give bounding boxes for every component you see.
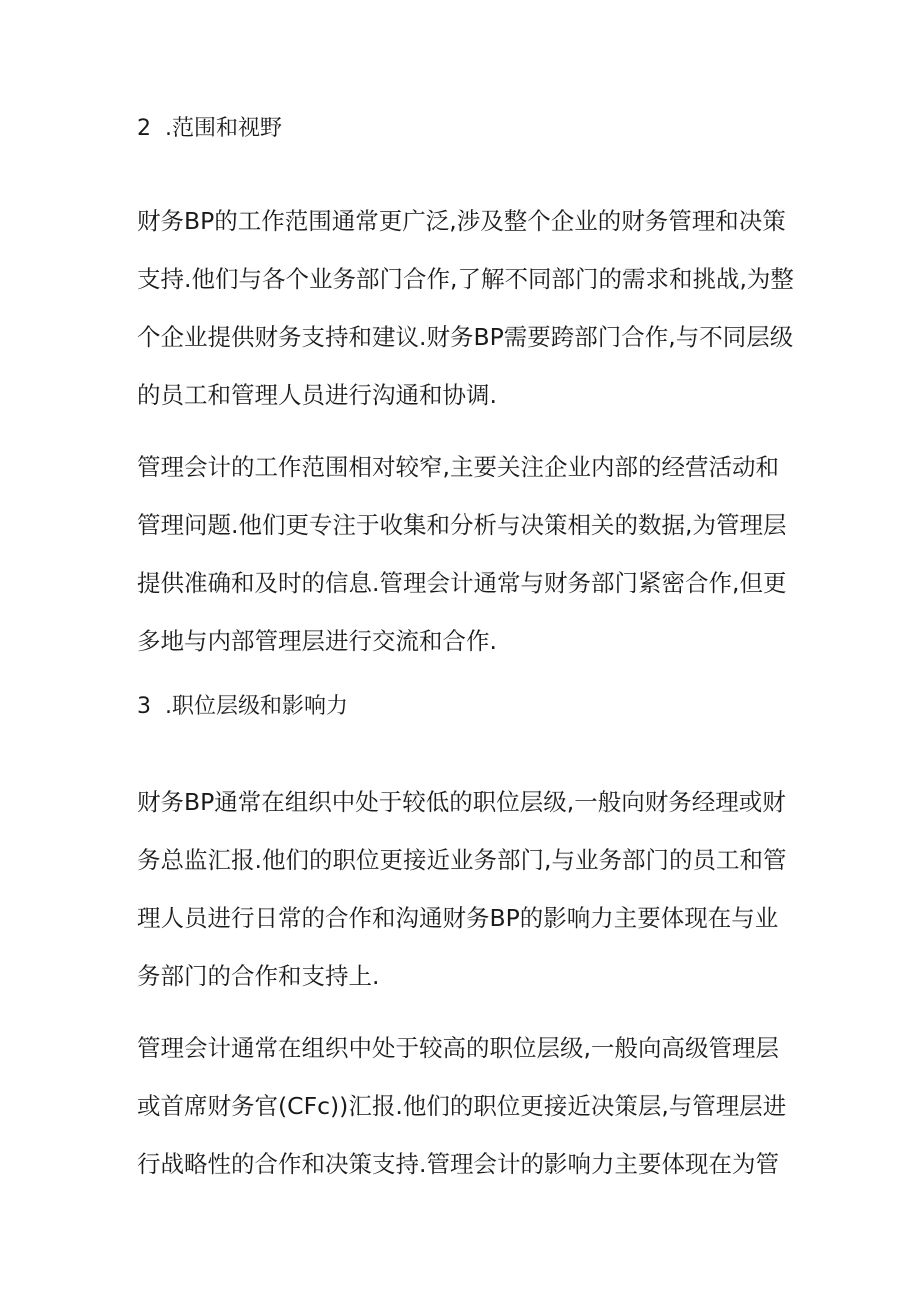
text-line: 支持.他们与各个业务部门合作,了解不同部门的需求和挑战,为整 [137, 265, 794, 293]
section-heading-3 [137, 692, 348, 722]
text-line: 行战略性的合作和决策支持.管理会计的影响力主要体现在为管 [137, 1150, 779, 1178]
paragraph-management-accounting-level [137, 1033, 787, 1207]
text-line: 个企业提供财务支持和建议.财务BP需要跨部门合作,与不同层级 [137, 323, 794, 351]
text-line: 管理问题.他们更专注于收集和分析与决策相关的数据,为管理层 [137, 511, 787, 539]
text-line: 管理会计通常在组织中处于较高的职位层级,一般向高级管理层 [137, 1034, 779, 1062]
section-title: .职位层级和影响力 [165, 694, 348, 719]
section-number: 3 [137, 694, 151, 719]
text-line: 多地与内部管理层进行交流和合作. [137, 627, 497, 655]
paragraph-management-accounting-scope [137, 452, 787, 684]
text-line: 务总监汇报.他们的职位更接近业务部门,与业务部门的员工和管 [137, 846, 787, 874]
section-number: 2 [137, 116, 151, 141]
section-title: .范围和视野 [165, 116, 282, 141]
text-line: 提供准确和及时的信息.管理会计通常与财务部门紧密合作,但更 [137, 569, 787, 597]
paragraph-finance-bp-level [137, 787, 787, 1019]
text-line: 的员工和管理人员进行沟通和协调. [137, 381, 497, 409]
text-line: 务部门的合作和支持上. [137, 962, 380, 990]
text-line: 或首席财务官(CFc))汇报.他们的职位更接近决策层,与管理层进 [137, 1092, 787, 1120]
text-line: 财务BP的工作范围通常更广泛,涉及整个企业的财务管理和决策 [137, 207, 786, 235]
section-heading-2 [137, 114, 282, 144]
paragraph-finance-bp-scope [137, 206, 794, 438]
text-line: 财务BP通常在组织中处于较低的职位层级,一般向财务经理或财 [137, 788, 786, 816]
text-line: 理人员进行日常的合作和沟通财务BP的影响力主要体现在与业 [137, 904, 779, 932]
text-line: 管理会计的工作范围相对较窄,主要关注企业内部的经营活动和 [137, 453, 779, 481]
